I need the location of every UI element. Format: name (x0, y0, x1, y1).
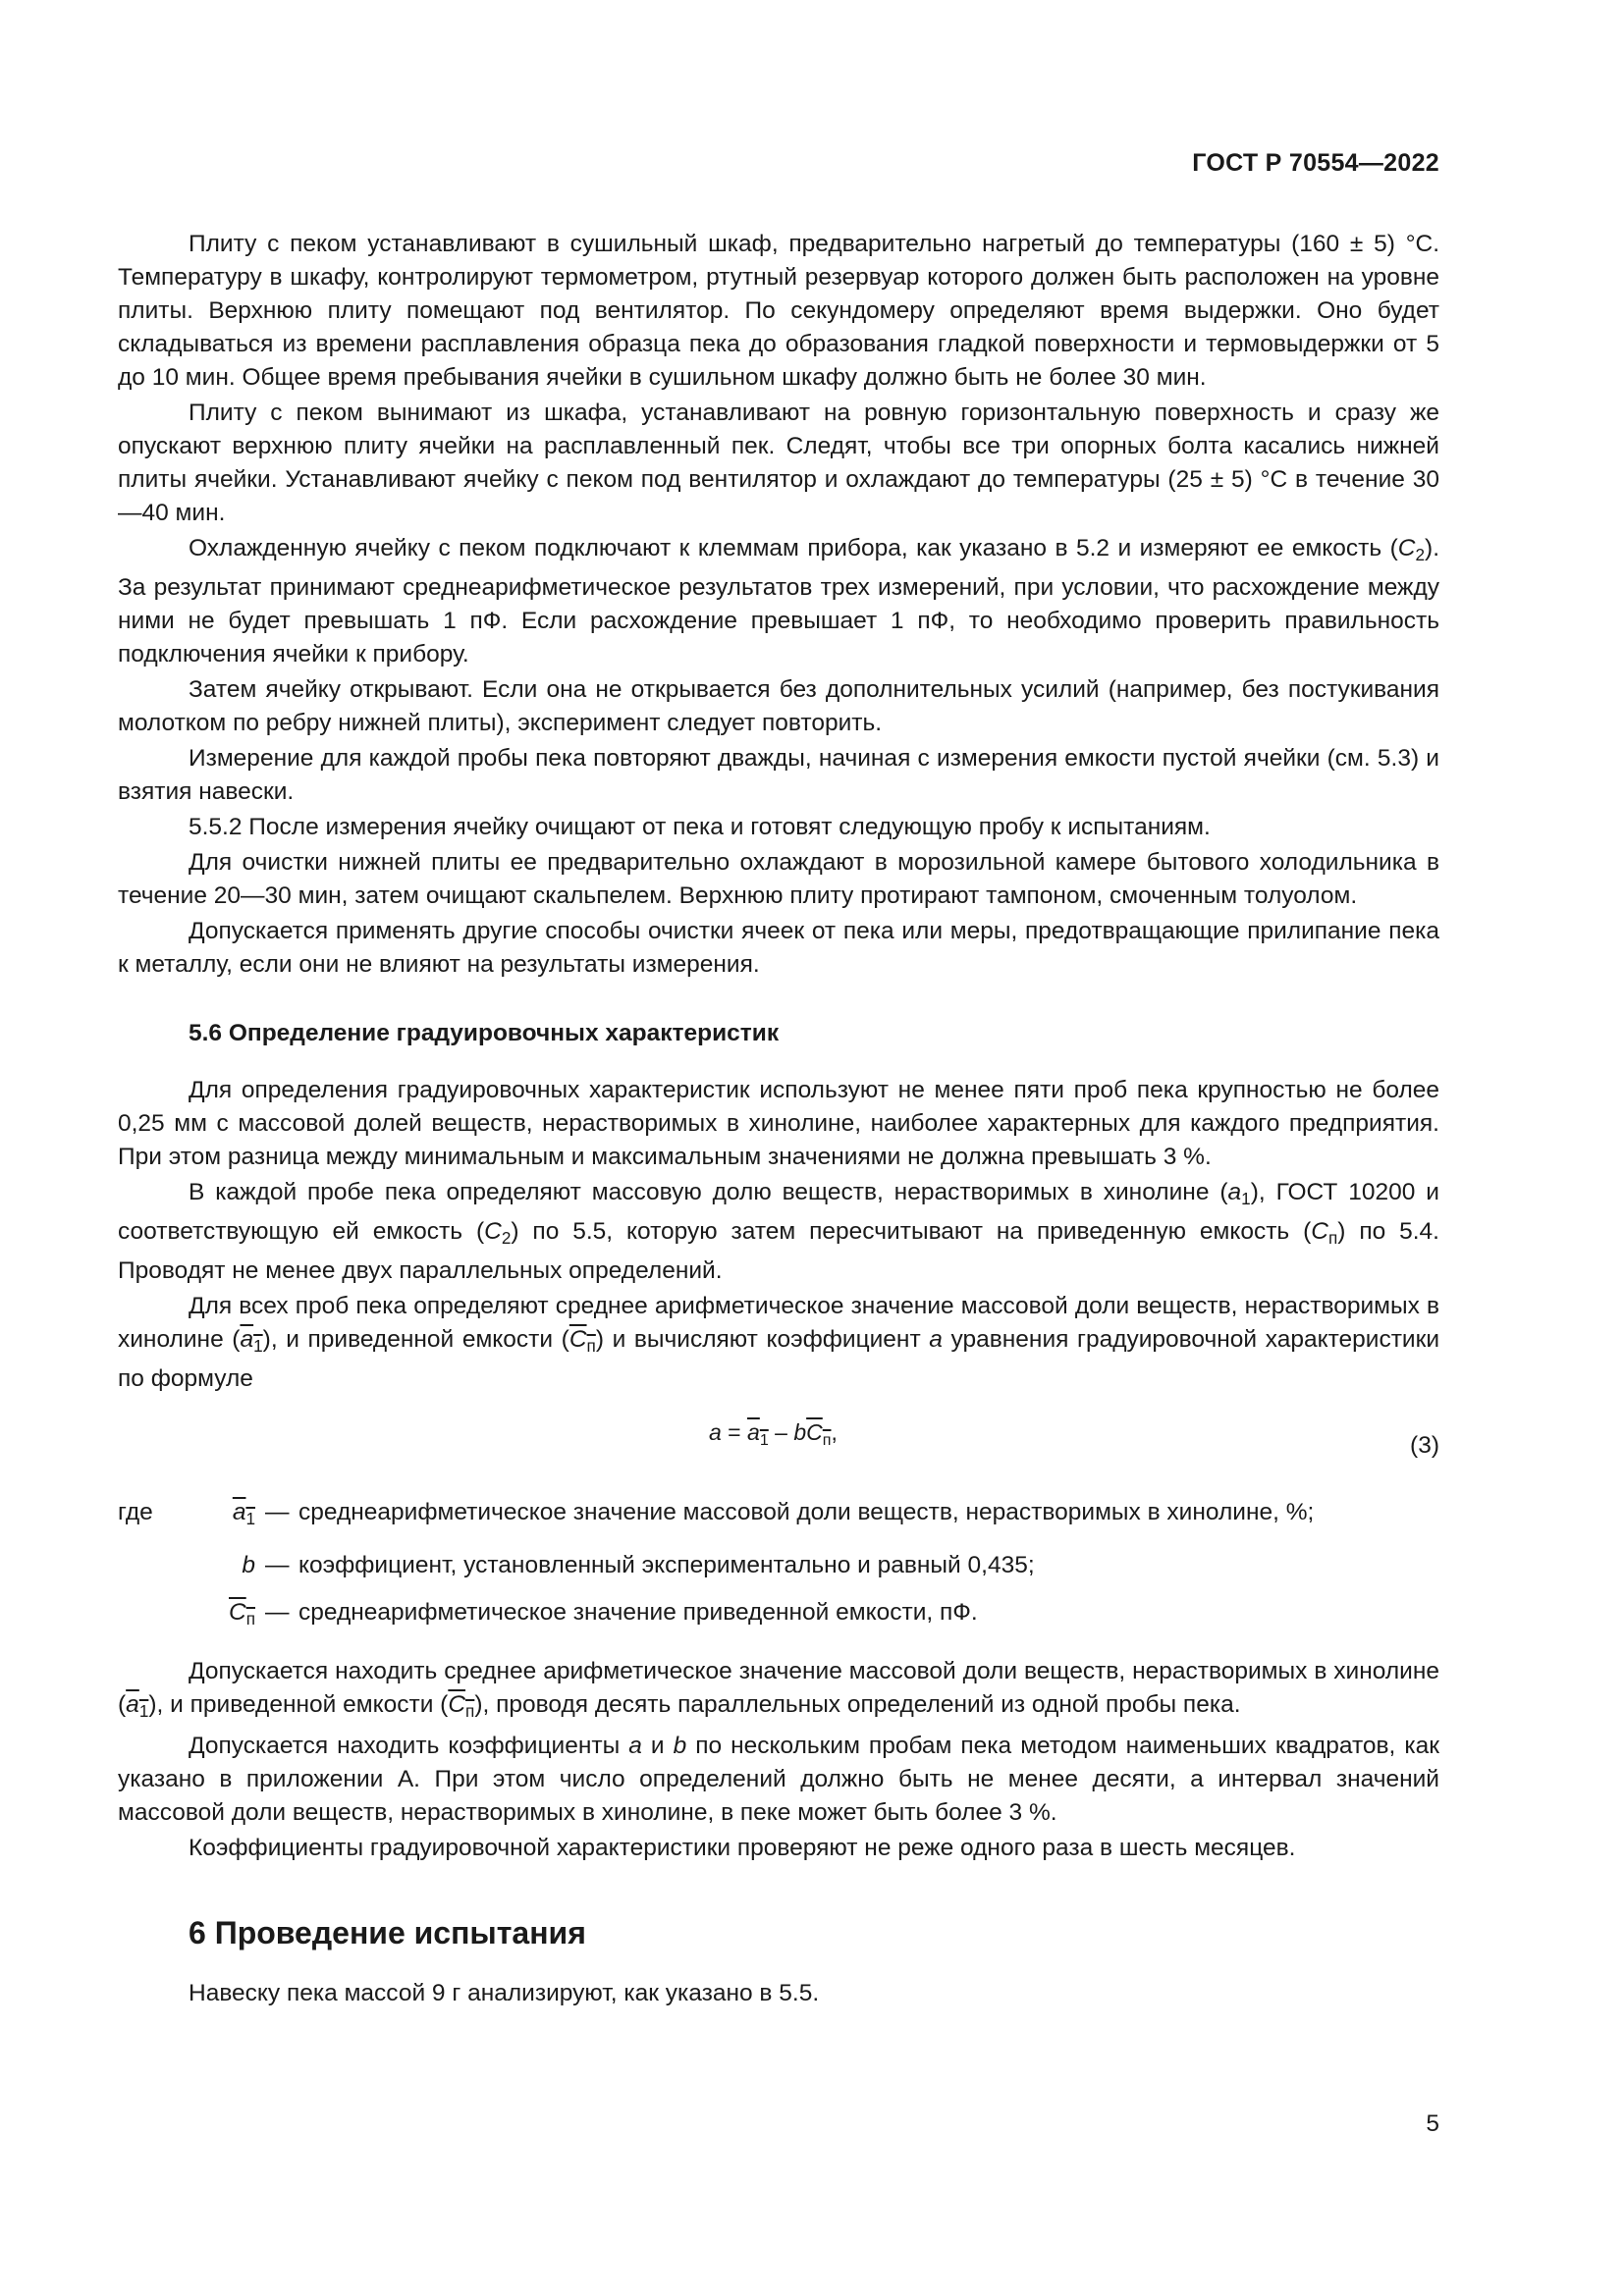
legend-row: b — коэффициент, установленный экспериментально и равный 0,435; (242, 1552, 1035, 1578)
page-body (118, 228, 1439, 2010)
where-label: где (118, 1499, 153, 1525)
paragraph: Коэффициенты градуировочной характеристики проверяют не реже одного раза в шесть месяцев. (189, 1835, 1296, 1861)
section-heading-5-6: 5.6 Определение градуировочных характеристик (189, 1020, 780, 1046)
paragraph: Для определения градуировочных характеристик используют не менее пяти проб пека крупностью не более 0,25 мм с массовой долей веществ, нерастворимых в хинолине, наиболее характерных для каждого предприятия. При этом разница между минимальным и максимальным значениями не должна превышать 3 %. (118, 1077, 1439, 1170)
paragraph: Измерение для каждой пробы пека повторяют дважды, начиная с измерения емкости пустой ячейки (см. 5.3) и взятия навески. (118, 745, 1439, 805)
paragraph: Допускается находить среднее арифметическое значение массовой доли веществ, нерастворимых в хинолине $(a_1)$, и приведенной емкости $(C_п)$, проводя десять параллельных определений из одной пробы пека. (118, 1658, 1439, 1721)
paragraph: Плиту с пеком устанавливают в сушильный шкаф, предварительно нагретый до температуры (160 ± 5) °С. Температуру в шкафу, контролируют термометром, ртутный резервуар которого должен быть расположен на уровне плиты. Верхнюю плиту помещают под вентилятор. По секундомеру определяют время выдержки. Оно будет складываться из времени расплавления образца пека до образования гладкой поверхности и термовыдержки от 5 до 10 мин. Общее время пребывания ячейки в сушильном шкафу должно быть не более 30 мин. (118, 231, 1439, 391)
paragraph: Для очистки нижней плиты ее предварительно охлаждают в морозильной камере бытового холодильника в течение 20—30 мин, затем очищают скальпелем. Верхнюю плиту протирают тампоном, смоченным толуолом. (118, 849, 1439, 909)
legend-row: $a_1$ — среднеарифметическое значение массовой доли веществ, нерастворимых в хинолине, %; (232, 1499, 1315, 1528)
paragraph: Плиту с пеком вынимают из шкафа, устанавливают на ровную горизонтальную поверхность и сразу же опускают верхнюю плиту ячейки на расплавленный пек. Следят, чтобы все три опорных болта касались нижней плиты ячейки. Устанавливают ячейку с пеком под вентилятор и охлаждают до температуры (25 ± 5) °С в течение 30—40 мин. (118, 400, 1439, 526)
paragraph: Навеску пека массой 9 г анализируют, как указано в 5.5. (189, 1980, 820, 2006)
legend-row: $C_п$ — среднеарифметическое значение приведенной емкости, пФ. (229, 1599, 978, 1629)
paragraph: Допускается применять другие способы очистки ячеек от пека или меры, предотвращающие прилипание пека к металлу, если они не влияют на результаты измерения. (118, 918, 1439, 978)
variable-legend (118, 1496, 1439, 1635)
paragraph: Допускается находить коэффициенты a и b по нескольким пробам пека методом наименьших квадратов, как указано в приложении А. При этом число определений должно быть не менее десяти, а интервал значений массовой доли веществ, нерастворимых в хинолине, в пеке может быть более 3 %. (118, 1733, 1439, 1826)
section-heading-6: 6 Проведение испытания (189, 1915, 586, 1950)
formula-expression: $a = a_1 - bC_п$, (709, 1419, 838, 1449)
formula-number: (3) (1410, 1432, 1439, 1459)
paragraph: В каждой пробе пека определяют массовую долю веществ, нерастворимых в хинолине $(a_1)$, ГОСТ 10200 и соответствующую ей емкость $(C_2)$ по 5.5, которую затем пересчитывают на приведенную емкость $(C_п)$ по 5.4. Проводят не менее двух параллельных определений. (118, 1179, 1439, 1284)
page-number: 5 (1426, 2110, 1439, 2137)
paragraph: Охлажденную ячейку с пеком подключают к клеммам прибора, как указано в 5.2 и измеряют ее емкость $(C_2)$. За результат принимают среднеарифметическое результатов трех измерений, при условии, что расхождение между ними не будет превышать 1 пФ. Если расхождение превышает 1 пФ, то необходимо проверить правильность подключения ячейки к прибору. (118, 535, 1439, 667)
clause-5-5-2: 5.5.2 После измерения ячейку очищают от пека и готовят следующую пробу к испытаниям. (189, 814, 1211, 840)
paragraph: Затем ячейку открывают. Если она не открывается без дополнительных усилий (например, без постукивания молотком по ребру нижней плиты), эксперимент следует повторить. (118, 676, 1439, 736)
formula-3 (118, 1415, 1439, 1470)
document-header: ГОСТ Р 70554—2022 (1192, 149, 1439, 177)
paragraph: Для всех проб пека определяют среднее арифметическое значение массовой доли веществ, нерастворимых в хинолине $(a_1)$, и приведенной емкости $(C_п)$ и вычисляют коэффициент a уравнения градуировочной характеристики по формуле (118, 1293, 1440, 1392)
